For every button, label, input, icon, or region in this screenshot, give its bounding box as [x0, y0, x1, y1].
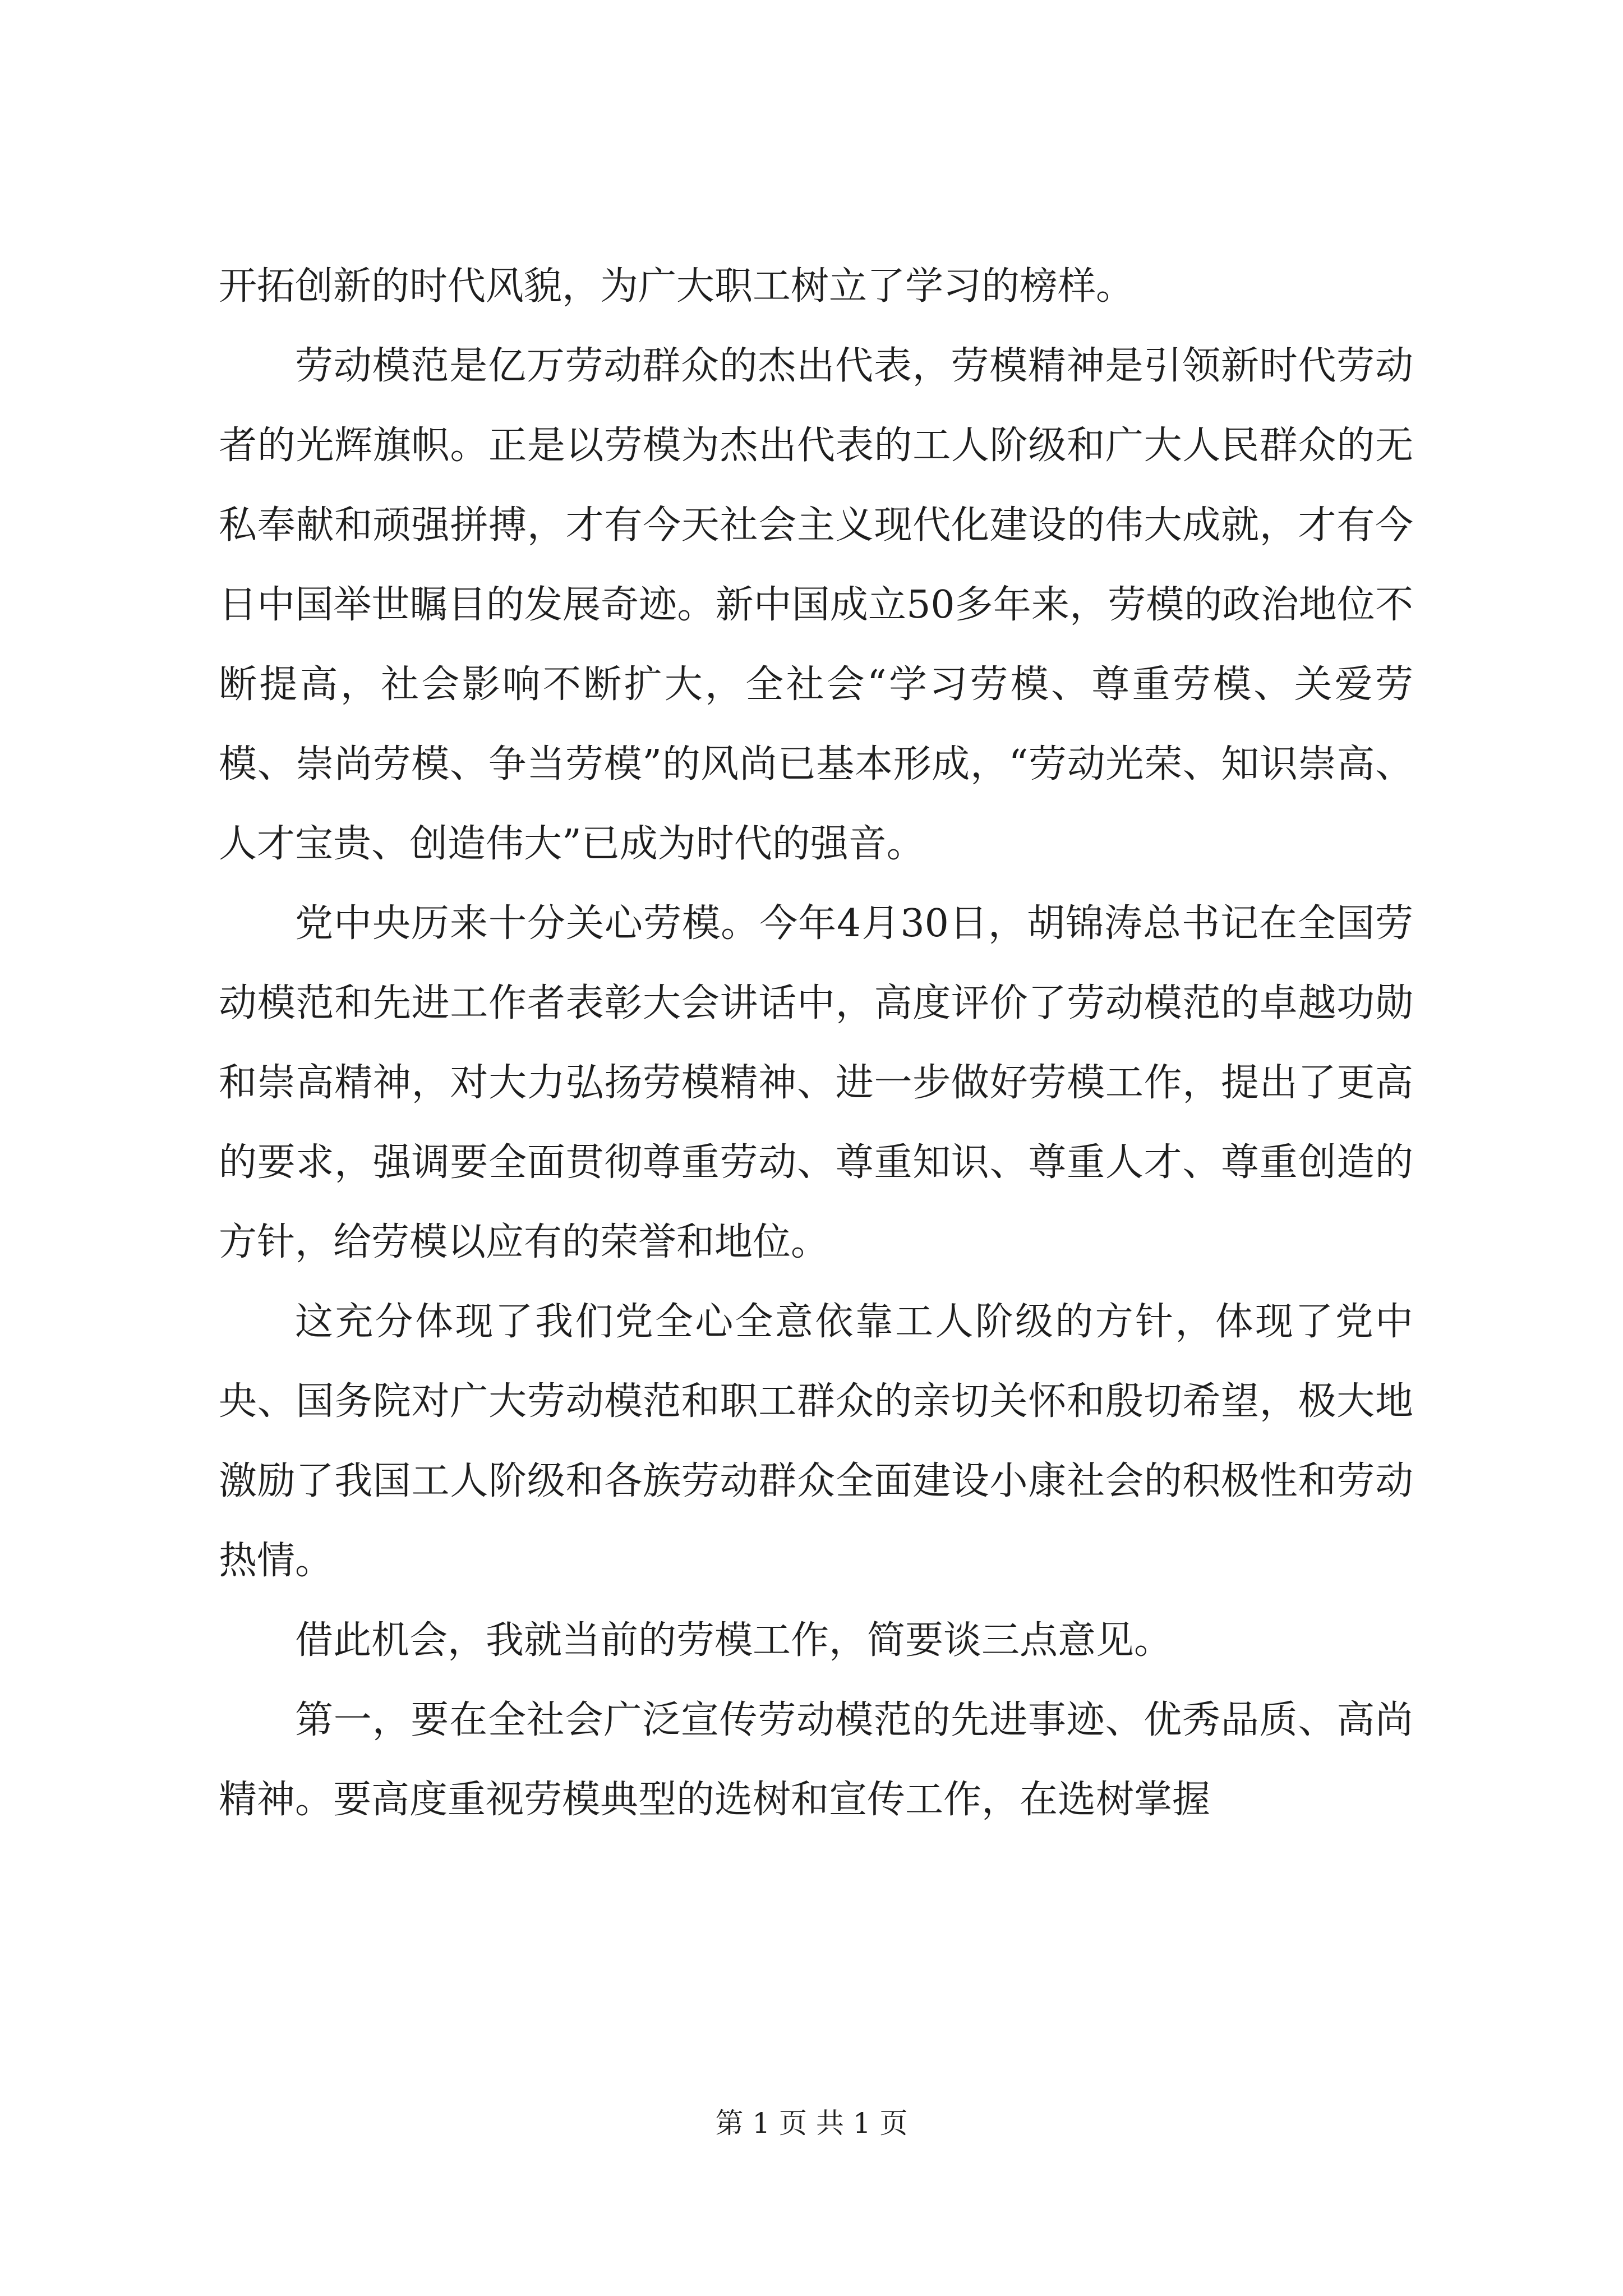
paragraph: 劳动模范是亿万劳动群众的杰出代表，劳模精神是引领新时代劳动者的光辉旗帜。正是以劳模为杰出代表的工人阶级和广大人民群众的无私奉献和顽强拼搏，才有今天社会主义现代化建设的伟大成就，才有今日中国举世瞩目的发展奇迹。新中国成立50多年来，劳模的政治地位不断提高，社会影响不断扩大，全社会“学习劳模、尊重劳模、关爱劳模、崇尚劳模、争当劳模”的风尚已基本形成，“劳动光荣、知识崇高、人才宝贵、创造伟大”已成为时代的强音。 — [219, 344, 1413, 866]
paragraph: 这充分体现了我们党全心全意依靠工人阶级的方针，体现了党中央、国务院对广大劳动模范和职工群众的亲切关怀和殷切希望，极大地激励了我国工人阶级和各族劳动群众全面建设小康社会的积极性和劳动热情。 — [219, 1300, 1413, 1583]
paragraph: 借此机会，我就当前的劳模工作，简要谈三点意见。 — [295, 1618, 1173, 1663]
page-footer: 第 1 页 共 1 页 — [715, 2107, 908, 2139]
paragraph-continued: 开拓创新的时代风貌，为广大职工树立了学习的榜样。 — [219, 264, 1135, 309]
paragraph: 第一，要在全社会广泛宣传劳动模范的先进事迹、优秀品质、高尚精神。要高度重视劳模典型的选树和宣传工作，在选树掌握 — [219, 1698, 1413, 1822]
document-body — [219, 247, 1413, 1840]
paragraph: 党中央历来十分关心劳模。今年4月30日，胡锦涛总书记在全国劳动模范和先进工作者表彰大会讲话中，高度评价了劳动模范的卓越功勋和崇高精神，对大力弘扬劳模精神、进一步做好劳模工作，提出了更高的要求，强调要全面贯彻尊重劳动、尊重知识、尊重人才、尊重创造的方针，给劳模以应有的荣誉和地位。 — [219, 901, 1413, 1264]
